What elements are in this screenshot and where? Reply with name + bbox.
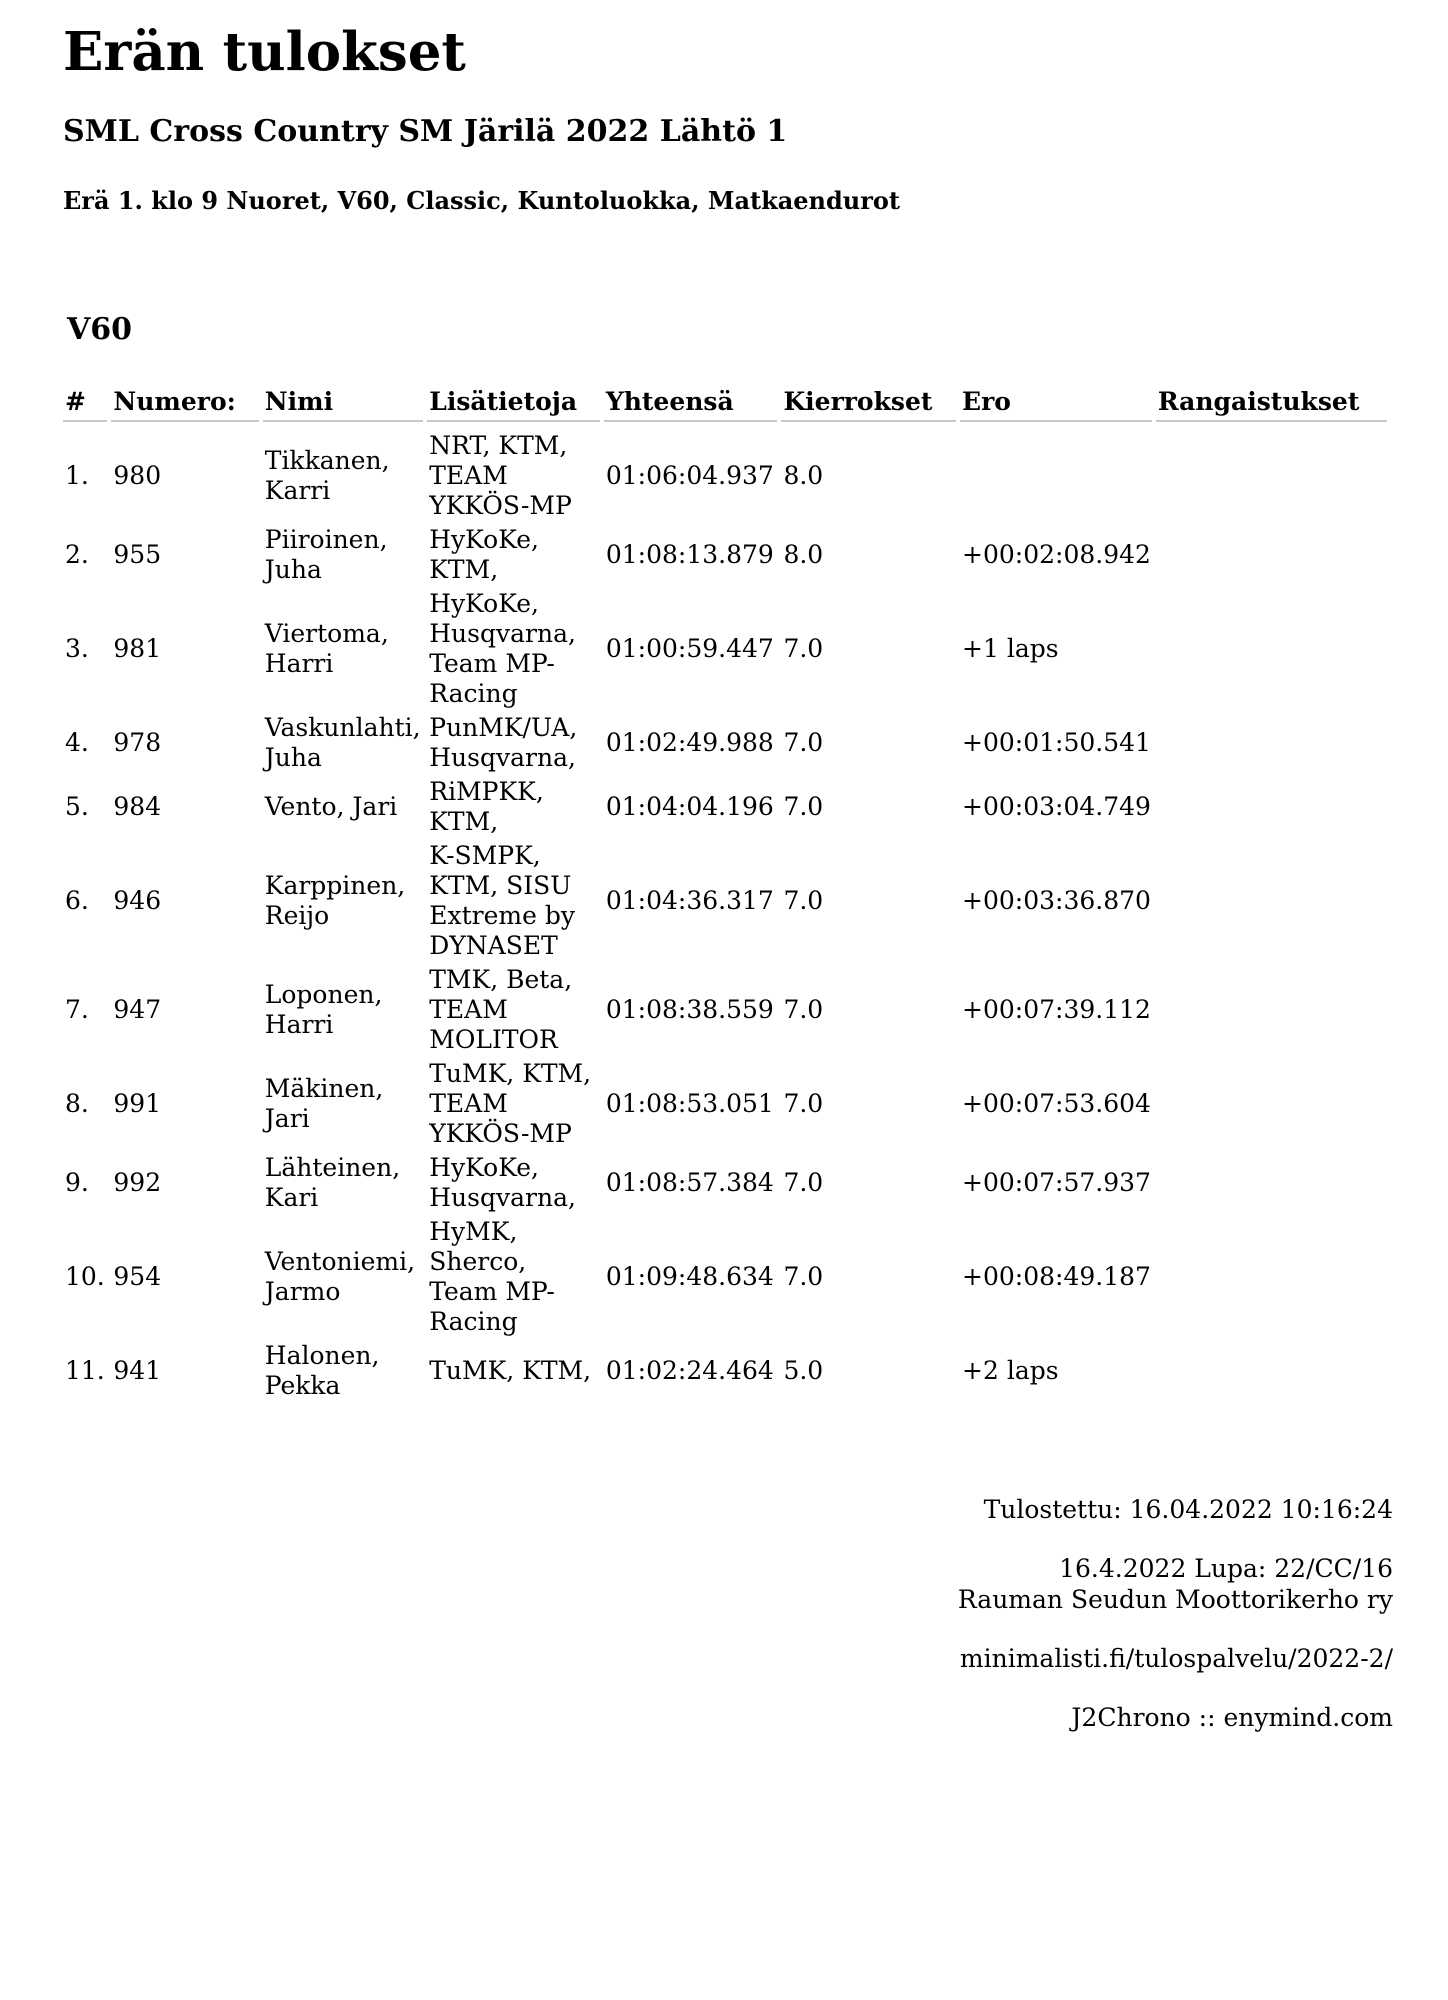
number-cell: 984 <box>113 792 162 821</box>
number-cell: 992 <box>113 1168 162 1197</box>
page-title: Erän tulokset <box>63 21 466 83</box>
info-cell: K-SMPK, KTM, SISU Extreme by DYNASET <box>429 841 575 960</box>
info-cell: TuMK, KTM, TEAM YKKÖS-MP <box>429 1059 592 1148</box>
event-subtitle: SML Cross Country SM Järilä 2022 Lähtö 1 <box>63 114 788 149</box>
info-cell: TMK, Beta, TEAM MOLITOR <box>429 965 573 1054</box>
table-header-row <box>63 382 1387 422</box>
laps-cell: 7.0 <box>783 1262 824 1291</box>
number-cell: 941 <box>113 1356 162 1385</box>
penalty-cell <box>1156 1151 1387 1215</box>
column-header-penalties: Rangaistukset <box>1156 382 1387 422</box>
diff-cell: +00:03:04.749 <box>962 792 1151 821</box>
column-header-diff: Ero <box>960 382 1152 422</box>
position-cell: 9. <box>65 1168 89 1197</box>
class-heading: V60 <box>67 312 133 347</box>
results-table <box>59 382 1391 1403</box>
laps-cell: 7.0 <box>783 728 824 757</box>
info-cell: PunMK/UA, Husqvarna, <box>429 713 578 772</box>
diff-cell <box>960 422 1152 523</box>
info-cell: HyKoKe, Husqvarna, Team MP-Racing <box>429 589 576 708</box>
info-cell: HyKoKe, KTM, <box>429 525 539 584</box>
penalty-cell <box>1156 523 1387 587</box>
table-row <box>63 587 1387 711</box>
total-cell: 01:02:49.988 <box>605 728 774 757</box>
column-header-laps: Kierrokset <box>781 382 956 422</box>
info-cell: NRT, KTM, TEAM YKKÖS-MP <box>429 431 572 520</box>
printed-timestamp: Tulostettu: 16.04.2022 10:16:24 <box>983 1495 1393 1524</box>
position-cell: 6. <box>65 886 89 915</box>
name-cell: Piiroinen, Juha <box>264 525 388 584</box>
column-header-position: # <box>63 382 107 422</box>
laps-cell: 7.0 <box>783 1168 824 1197</box>
name-cell: Karppinen, Reijo <box>264 871 406 930</box>
heat-description: Erä 1. klo 9 Nuoret, V60, Classic, Kuntoluokka, Matkaendurot <box>63 186 900 215</box>
page-footer <box>958 1494 1393 1761</box>
name-cell: Loponen, Harri <box>264 980 383 1039</box>
diff-cell: +00:08:49.187 <box>962 1262 1151 1291</box>
total-cell: 01:08:53.051 <box>605 1089 774 1118</box>
diff-cell: +00:07:53.604 <box>962 1089 1151 1118</box>
number-cell: 946 <box>113 886 162 915</box>
organizer-name: Rauman Seudun Moottorikerho ry <box>957 1585 1393 1614</box>
name-cell: Vaskunlahti, Juha <box>264 713 421 772</box>
position-cell: 8. <box>65 1089 89 1118</box>
penalty-cell <box>1156 422 1387 523</box>
total-cell: 01:04:04.196 <box>605 792 774 821</box>
position-cell: 11. <box>65 1356 105 1385</box>
diff-cell: +00:07:57.937 <box>962 1168 1151 1197</box>
position-cell: 2. <box>65 540 89 569</box>
position-cell: 10. <box>65 1262 105 1291</box>
table-row <box>63 1339 1387 1403</box>
total-cell: 01:08:13.879 <box>605 540 774 569</box>
penalty-cell <box>1156 1057 1387 1151</box>
penalty-cell <box>1156 963 1387 1057</box>
laps-cell: 7.0 <box>783 792 824 821</box>
position-cell: 4. <box>65 728 89 757</box>
software-credit: J2Chrono :: enymind.com <box>1071 1703 1393 1732</box>
diff-cell: +00:01:50.541 <box>962 728 1151 757</box>
column-header-number: Numero: <box>111 382 258 422</box>
table-row <box>63 422 1387 523</box>
name-cell: Lähteinen, Kari <box>264 1153 401 1212</box>
total-cell: 01:02:24.464 <box>605 1356 774 1385</box>
position-cell: 1. <box>65 461 89 490</box>
position-cell: 5. <box>65 792 89 821</box>
name-cell: Vento, Jari <box>264 792 398 821</box>
table-row <box>63 1215 1387 1339</box>
total-cell: 01:09:48.634 <box>605 1262 774 1291</box>
total-cell: 01:00:59.447 <box>605 634 774 663</box>
name-cell: Halonen, Pekka <box>264 1341 380 1400</box>
laps-cell: 7.0 <box>783 634 824 663</box>
info-cell: RiMPKK, KTM, <box>429 777 544 836</box>
laps-cell: 7.0 <box>783 995 824 1024</box>
table-row <box>63 963 1387 1057</box>
total-cell: 01:06:04.937 <box>605 461 774 490</box>
number-cell: 991 <box>113 1089 162 1118</box>
number-cell: 954 <box>113 1262 162 1291</box>
penalty-cell <box>1156 587 1387 711</box>
number-cell: 978 <box>113 728 162 757</box>
number-cell: 947 <box>113 995 162 1024</box>
table-row <box>63 775 1387 839</box>
number-cell: 980 <box>113 461 162 490</box>
penalty-cell <box>1156 711 1387 775</box>
penalty-cell <box>1156 839 1387 963</box>
penalty-cell <box>1156 1339 1387 1403</box>
position-cell: 3. <box>65 634 89 663</box>
laps-cell: 7.0 <box>783 886 824 915</box>
penalty-cell <box>1156 775 1387 839</box>
total-cell: 01:08:57.384 <box>605 1168 774 1197</box>
position-cell: 7. <box>65 995 89 1024</box>
column-header-name: Nimi <box>263 382 423 422</box>
table-row <box>63 523 1387 587</box>
info-cell: HyMK, Sherco, Team MP-Racing <box>429 1217 555 1336</box>
laps-cell: 7.0 <box>783 1089 824 1118</box>
diff-cell: +2 laps <box>962 1356 1059 1385</box>
diff-cell: +1 laps <box>962 634 1059 663</box>
table-row <box>63 1151 1387 1215</box>
results-url: minimalisti.fi/tulospalvelu/2022-2/ <box>959 1644 1393 1673</box>
column-header-info: Lisätietoja <box>427 382 600 422</box>
laps-cell: 5.0 <box>783 1356 824 1385</box>
name-cell: Viertoma, Harri <box>264 619 389 678</box>
number-cell: 981 <box>113 634 162 663</box>
info-cell: TuMK, KTM, <box>429 1356 592 1385</box>
diff-cell: +00:07:39.112 <box>962 995 1151 1024</box>
info-cell: HyKoKe, Husqvarna, <box>429 1153 576 1212</box>
name-cell: Ventoniemi, Jarmo <box>264 1247 416 1306</box>
table-row <box>63 711 1387 775</box>
name-cell: Tikkanen, Karri <box>264 446 390 505</box>
number-cell: 955 <box>113 540 162 569</box>
laps-cell: 8.0 <box>783 461 824 490</box>
laps-cell: 8.0 <box>783 540 824 569</box>
penalty-cell <box>1156 1215 1387 1339</box>
diff-cell: +00:03:36.870 <box>962 886 1151 915</box>
permit-info: 16.4.2022 Lupa: 22/CC/16 <box>1059 1554 1393 1583</box>
table-row <box>63 839 1387 963</box>
total-cell: 01:08:38.559 <box>605 995 774 1024</box>
column-header-total: Yhteensä <box>604 382 778 422</box>
name-cell: Mäkinen, Jari <box>264 1074 384 1133</box>
total-cell: 01:04:36.317 <box>605 886 774 915</box>
diff-cell: +00:02:08.942 <box>962 540 1151 569</box>
table-row <box>63 1057 1387 1151</box>
